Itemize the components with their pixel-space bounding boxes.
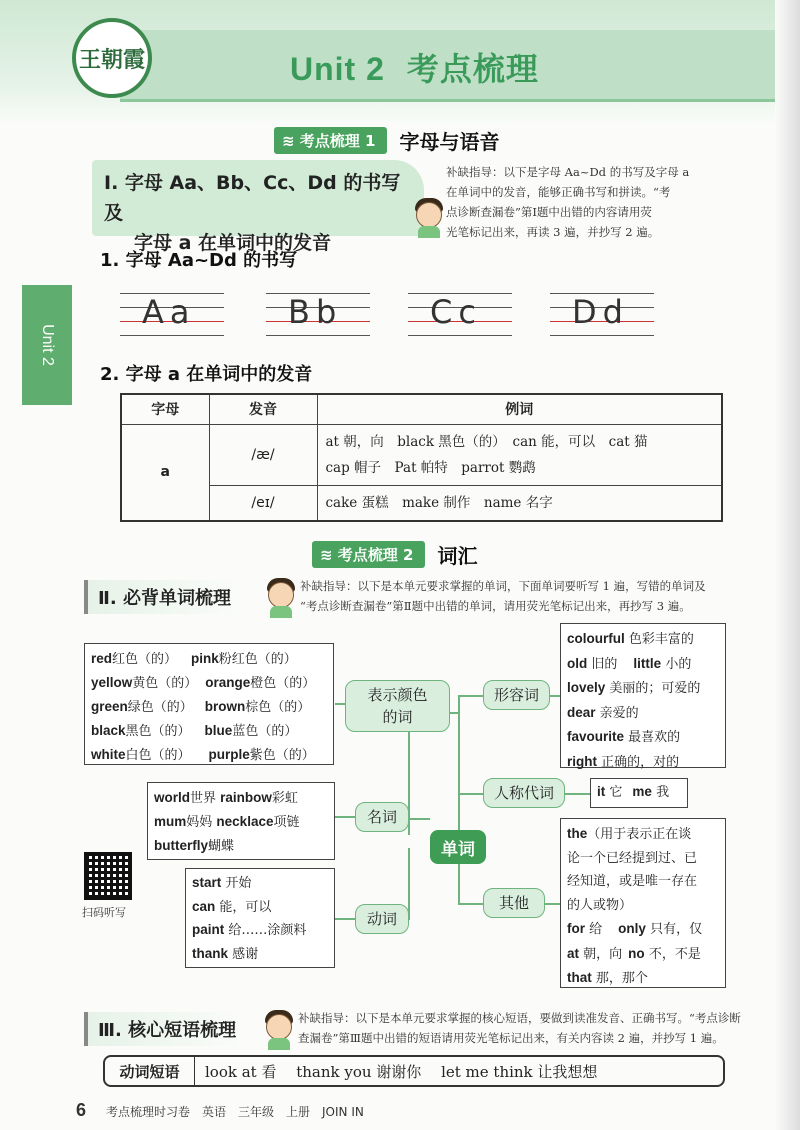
others-box [560,818,726,988]
table-row [121,485,722,521]
connector-line [550,695,560,697]
tip-line: 补缺指导：以下是本单元要求掌握的核心短语，要做到读准发音、正确书写。“考点诊断 [298,1011,741,1025]
word-row: yellow黄色（的） orange橙色（的） [91,675,316,691]
word-row: mum妈妈 necklace项链 [154,814,300,830]
page-number: 6 [76,1100,87,1120]
adjectives-box [560,623,726,768]
node-label: 表示颜色的词 [367,686,428,726]
tip-line: 在单词中的发音，能够正确书写和拼读。“考 [446,185,671,199]
connector-line [458,695,483,697]
word-row: the（用于表示正在谈 [567,826,692,842]
letter-group-aa [120,283,224,343]
word-row: that 那，那个 [567,970,648,986]
word-row: world世界 rainbow彩虹 [154,790,298,806]
qr-code[interactable] [84,852,132,900]
connector-line [458,695,460,905]
node-nouns: 名词 [355,802,409,832]
section1-header [274,126,499,155]
part2-title: Ⅱ. 必背单词梳理 [84,580,241,614]
pronouns-box: it 它 me 我 [590,778,688,808]
phrase-values: look at 看 thank you 谢谢你 let me think 让我想想 [205,1062,598,1081]
letter-group-dd [550,283,654,343]
letter-group-bb [266,283,370,343]
pronunciation-table [120,393,723,522]
example-cell [317,485,722,521]
word-row: lovely 美丽的；可爱的 [567,680,701,696]
word-row: 论一个已经提到过、已 [567,850,698,866]
connector-line [458,903,483,905]
tip-line: 补缺指导：以下是字母 Aa~Dd 的书写及字母 a [446,165,690,179]
letter-group-cc [408,283,512,343]
part3-header [84,1012,246,1046]
connector-line [408,848,410,920]
node-others: 其他 [483,888,545,918]
node-verbs: 动词 [355,904,409,934]
word-row: green绿色（的） brown棕色（的） [91,699,311,715]
side-tab-label: Unit 2 [38,324,56,366]
colors-box [84,643,334,765]
phrase-label: 动词短语 [105,1057,195,1085]
letter-writing-area [120,283,760,343]
table-header: 发音 [209,394,317,424]
part1-box [92,160,424,254]
table-row [121,424,722,485]
page-edge-shadow [775,0,800,1130]
letter-cell: a [121,424,209,521]
title-label: 考点梳理 [406,51,539,87]
connector-line [408,818,430,820]
section2-header [312,540,477,569]
part3-title: Ⅲ. 核心短语梳理 [84,1012,246,1046]
word-row: colourful 色彩丰富的 [567,631,694,647]
writing-title: 1. 字母 Aa~Dd 的书写 [100,250,298,271]
letter-glyph: Dd [572,293,629,331]
side-tab [22,285,72,405]
word-row: can 能，可以 [192,898,272,915]
section2-title: 词汇 [437,544,478,568]
connector-line [458,793,483,795]
part1-tip [446,162,766,242]
part2-tip [300,576,770,616]
word-row: white白色（的） purple紫色（的） [91,747,315,763]
unit-label: Unit 2 [290,51,385,87]
connector-line [335,703,345,705]
phrase-box [103,1055,725,1087]
word-row: thank 感谢 [192,945,259,962]
word-row: right 正确的，对的 [567,753,680,770]
footer-text: 考点梳理时习卷 英语 三年级 上册 JOIN IN [106,1105,364,1119]
word-row: black黑色（的） blue蓝色（的） [91,723,298,739]
connector-line [335,918,355,920]
letter-glyph: Aa [142,293,196,331]
page-title [290,44,539,90]
table-header: 例词 [317,394,722,424]
section1-title: 字母与语音 [399,130,500,154]
tip-line: 补缺指导：以下是本单元要求掌握的单词，下面单词要听写 1 遍，写错的单词及 [300,579,706,593]
word-row: butterfly蝴蝶 [154,838,235,854]
node-colors [345,680,450,732]
word-row: 经知道，或是唯一存在 [567,874,698,889]
kid-icon [264,576,298,618]
part2-header [84,580,241,614]
logo-text: 王朝霞 [78,46,145,73]
table-header: 字母 [121,394,209,424]
sound-cell: /eɪ/ [209,485,317,521]
node-pronouns: 人称代词 [483,778,565,808]
qr-label: 扫码听写 [82,906,126,919]
word-row: at 朝，向 no 不，不是 [567,945,701,962]
part1-line1: Ⅰ. 字母 Aa、Bb、Cc、Dd 的书写及 [104,172,401,224]
node-center: 单词 [430,830,486,864]
section2-pill: ≋ 考点梳理 2 [312,541,425,568]
word-row: favourite 最喜欢的 [567,729,681,745]
word-row: old 旧的 little 小的 [567,655,692,672]
example-cell [317,424,722,485]
pron-title: 2. 字母 a 在单词中的发音 [100,364,313,385]
word-row: dear 亲爱的 [567,704,639,721]
footer [76,1100,364,1121]
part1-line2: 字母 a 在单词中的发音 [134,232,332,254]
node-adjectives: 形容词 [483,680,550,710]
part3-tip [298,1008,776,1048]
tip-line: 光笔标记出来，再读 3 遍，并抄写 2 遍。 [446,225,660,239]
example-line: cap 帽子 Pat 帕特 parrot 鹦鹉 [325,459,536,476]
letter-glyph: Bb [288,293,343,331]
kid-icon [262,1008,296,1050]
verbs-box [185,868,335,968]
tip-line: “考点诊断查漏卷”第Ⅱ题中出错的单词，请用荧光笔标记出来，再抄写 3 遍。 [300,599,691,613]
kid-icon [412,196,446,238]
logo [72,18,152,98]
table-header-row [121,394,722,424]
nouns-box [147,782,335,860]
connector-line [545,903,560,905]
sound-cell: /æ/ [209,424,317,485]
letter-glyph: Cc [430,293,482,331]
word-row: 的人或物） [567,897,633,913]
section1-pill: ≋ 考点梳理 1 [274,127,387,154]
word-row: start 开始 [192,875,252,891]
connector-line [565,793,590,795]
example-line: at 朝，向 black 黑色（的） can 能，可以 cat 猫 [325,433,648,450]
word-row: paint 给……涂颜料 [192,922,307,938]
tip-line: 点诊断查漏卷”第Ⅰ题中出错的内容请用荧 [446,205,652,219]
example-line: cake 蛋糕 make 制作 name 名字 [325,494,553,511]
connector-line [335,816,355,818]
word-row: red红色（的） pink粉红色（的） [91,651,297,667]
tip-line: 查漏卷”第Ⅲ题中出错的短语请用荧光笔标记出来，有关内容读 2 遍，并抄写 1 遍。 [298,1031,724,1045]
word-row: for 给 only 只有，仅 [567,921,703,937]
